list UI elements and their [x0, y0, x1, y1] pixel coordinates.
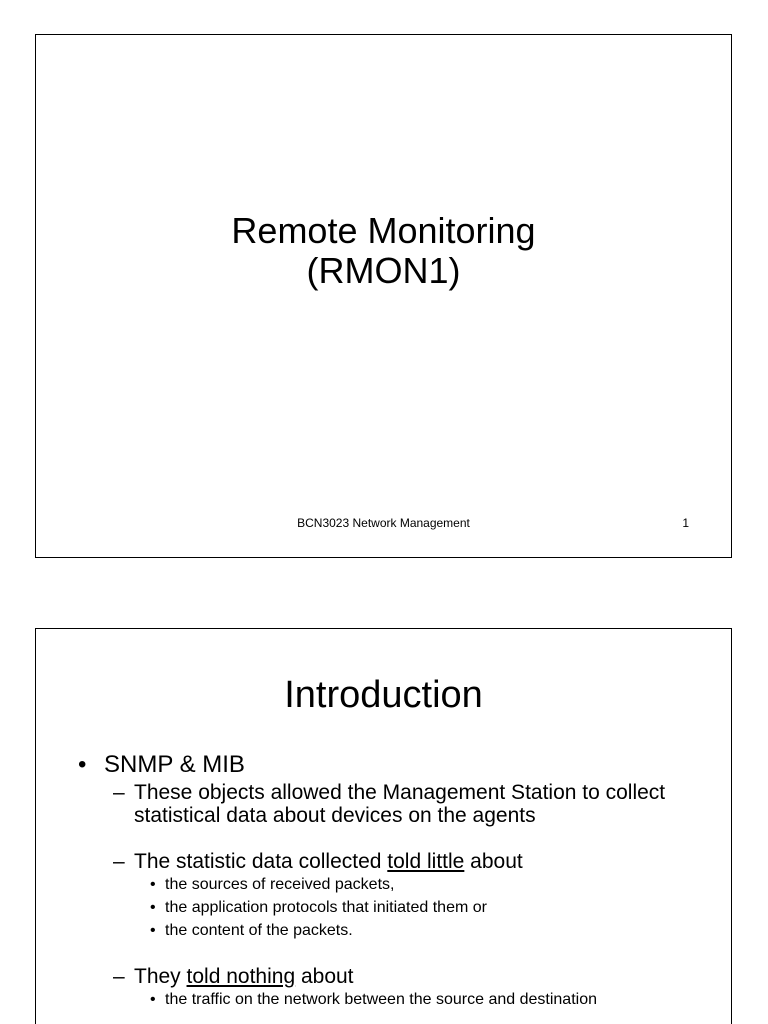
slide-1-title — [36, 211, 731, 291]
list-item: • the sources of received packets, — [150, 873, 721, 896]
told-nothing-suffix: about — [295, 965, 354, 988]
slide-1-title-line-2: (RMON1) — [306, 250, 461, 291]
slide-1-title-line-1: Remote Monitoring — [231, 210, 536, 251]
sub-bullet-told-little — [113, 850, 721, 873]
told-little-suffix: about — [464, 850, 523, 873]
told-little-prefix: The statistic data collected — [134, 850, 388, 873]
told-nothing-emphasis: told nothing — [186, 965, 296, 988]
slide-2-content — [76, 751, 721, 1011]
list-item: • the application protocols that initiated them or — [150, 896, 721, 919]
dash-marker: – — [113, 965, 125, 988]
dash-marker: – — [113, 850, 125, 873]
sub-bullet-objects-text: These objects allowed the Management Station to collect statistical data about devices on the agents — [134, 781, 666, 827]
footer-course-name: BCN3023 Network Management — [297, 516, 470, 530]
told-little-emphasis: told little — [387, 850, 465, 873]
slide-2-title: Introduction — [284, 674, 483, 716]
sub-bullet-told-nothing — [113, 965, 721, 988]
list-item: • the content of the packets. — [150, 919, 721, 942]
slide-1 — [35, 34, 732, 558]
page-number: 1 — [682, 516, 689, 530]
bullet-snmp-mib: • SNMP & MIB — [76, 751, 721, 779]
told-nothing-prefix: They — [134, 965, 187, 988]
dash-marker: – — [113, 781, 125, 804]
sub-bullet-objects — [113, 781, 721, 827]
list-item: • the traffic on the network between the source and destination — [150, 988, 721, 1011]
slide-2 — [35, 628, 732, 1024]
